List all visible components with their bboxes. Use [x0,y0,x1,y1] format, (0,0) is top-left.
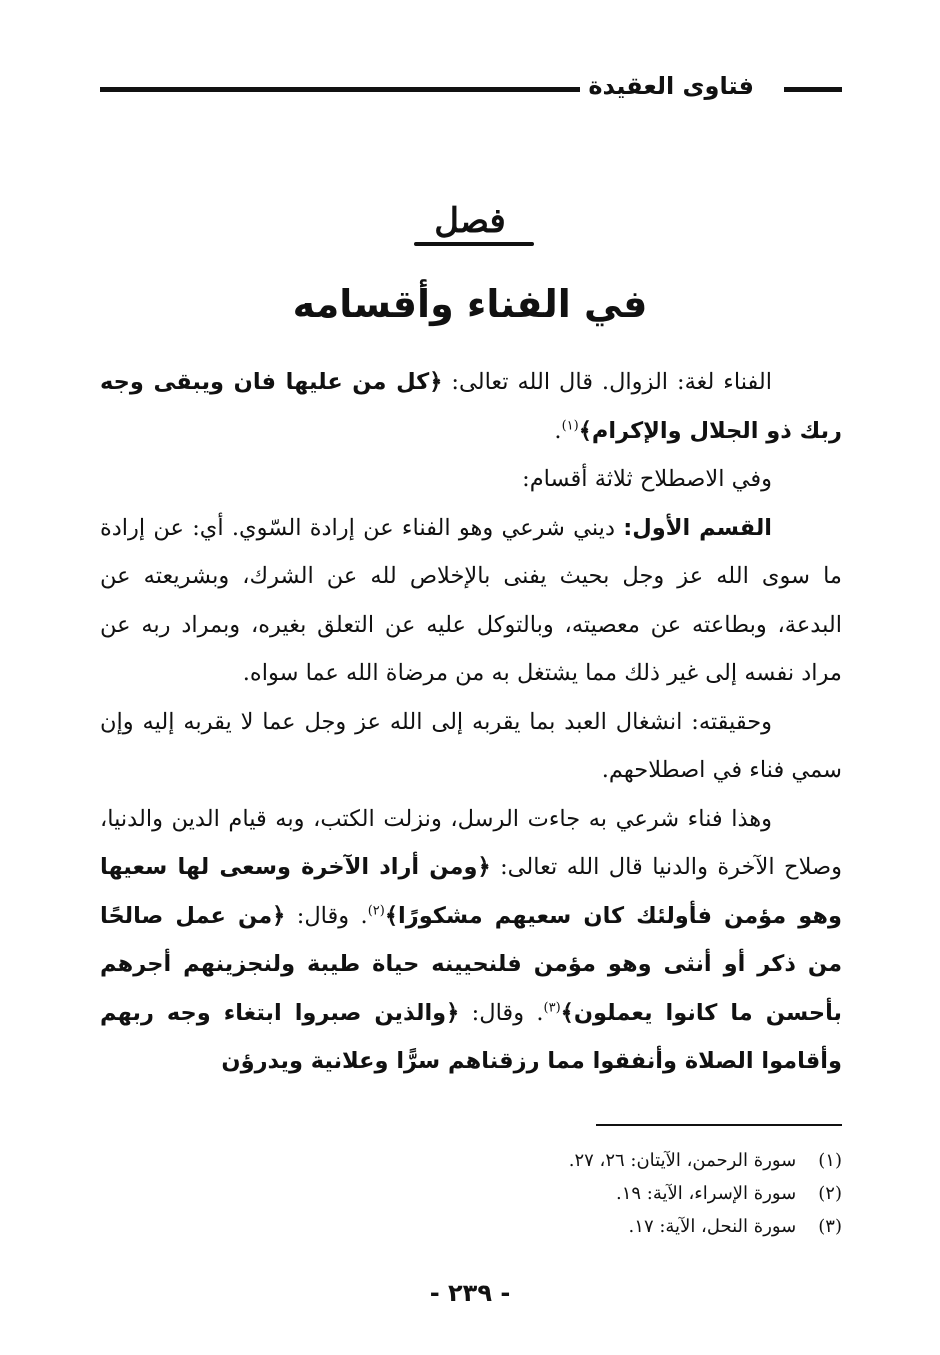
footnote-ref: (٢) [367,903,385,918]
footnote [142,1177,842,1210]
footnote-ref: (٣) [543,1000,561,1015]
footnote [142,1144,842,1177]
footnote-number: (٢) [818,1183,842,1204]
paragraph-text: . وقال: [459,999,544,1026]
footnotes [142,1144,842,1243]
paragraph-reality: وحقيقته: انشغال العبد بما يقربه إلى الله عز وجل عما لا يقربه إليه وإن سمي فناء في اصطلاحهم. [100,708,842,783]
quran-verse: ﴿ومن أراد الآخرة وسعى لها سعيها وهو مؤمن فأولئك كان سعيهم مشكورًا﴾ [100,854,842,929]
footnote-separator [596,1124,842,1126]
paragraph-shari-fana [100,795,842,1086]
footnote-ref: (١) [561,418,579,433]
header-rule-right [784,87,842,92]
running-title: فتاوى العقيدة [588,72,754,100]
footnote-text: سورة الرحمن، الآيتان: ٢٦، ٢٧. [568,1150,797,1171]
quran-verse: ﴿والذين صبروا ابتغاء وجه ربهم وأقاموا الصلاة وأنفقوا مما رزقناهم سرًّا وعلانية ويدرؤن [100,999,842,1074]
category-text: ديني شرعي وهو الفناء عن إرادة السّوي. أي: عن إرادة ما سوى الله عز وجل بحيث يفنى بالإخلاص لله عن الشرك، وبشريعته عن البدعة، وبطاعته عن معصيته، وبالتوكل عليه عن التعلق بغيره، وبمراد ربه عن مراد نفسه إلى غير ذلك مما يشتغل به من مرضاة الله عما سواه. [100,514,842,686]
running-header [100,70,842,106]
section-title: في الفناء وأقسامه [292,282,648,326]
paragraph-definition [100,358,842,455]
quran-verse: ﴿من عمل صالحًا من ذكر أو أنثى وهو مؤمن فلنحيينه حياة طيبة ولنجزينهم أجرهم بأحسن ما كانوا يعملون﴾ [100,902,842,1026]
paragraph-first-category [100,504,842,698]
footnote [142,1210,842,1243]
paragraph-categories-intro: وفي الاصطلاح ثلاثة أقسام: [522,466,772,492]
footnote-number: (١) [818,1150,842,1171]
category-term: القسم الأول: [623,514,773,541]
chapter-label-flourish [414,242,534,246]
footnote-text: سورة الإسراء، الآية: ١٩. [615,1183,797,1204]
page-number: - ٢٣٩ - [429,1279,511,1307]
paragraph-text: وهذا فناء شرعي به جاءت الرسل، ونزلت الكتب، وبه قيام الدين والدنيا، وصلاح الآخرة والدنيا قال الله تعالى: [100,805,842,880]
body-text [100,358,842,1086]
footnote-text: سورة النحل، الآية: ١٧. [628,1216,797,1237]
chapter-label: فصل [434,201,506,241]
sentence-end: . [554,417,562,444]
definition-text: الفناء لغة: الزوال. قال الله تعالى: [442,369,772,395]
header-rule-left [100,87,580,92]
footnote-number: (٣) [818,1216,842,1237]
quran-verse: ﴿كل من عليها فان ويبقى وجه ربك ذو الجلال والإكرام﴾ [100,369,842,444]
paragraph-text: . وقال: [285,902,368,929]
